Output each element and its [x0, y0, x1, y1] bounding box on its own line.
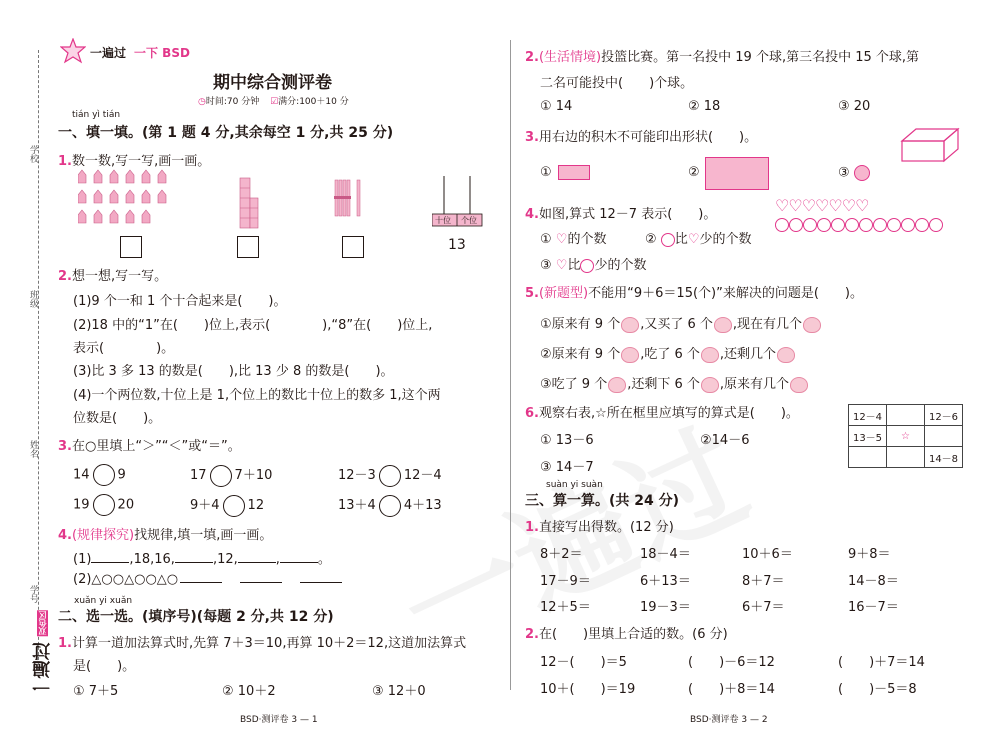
s2-q1-line: 1.计算一道加法算式时,先算 7＋3＝10,再算 10＋2＝12,这道加法算式	[58, 636, 467, 651]
q2-line: 2.想一想,写一写。	[58, 269, 168, 284]
pinyin-s2: xuǎn yi xuǎn	[74, 596, 133, 606]
smile-icon	[831, 218, 845, 232]
s2-q6-option-3[interactable]: ③ 14－7	[540, 460, 594, 475]
compare-1: 14 9	[73, 464, 126, 486]
s2-q1-option-1[interactable]: ① 7＋5	[73, 684, 119, 699]
smiles-row	[775, 217, 943, 232]
school-label: 学校	[28, 145, 38, 163]
footer-left: BSD·测评卷 3 — 1	[240, 715, 318, 725]
smile-icon	[915, 218, 929, 232]
s2-q3-line: 3.用右边的积木不可能印出形状( )。	[525, 130, 758, 145]
calc-item: 9＋8＝	[848, 547, 891, 562]
calc-item: 19－3＝	[640, 600, 691, 615]
logo-text: 一遍过	[90, 46, 127, 60]
grade-code: 一下 BSD	[134, 46, 190, 60]
s2-q5-option-3[interactable]: ③吃了 9 个 ,还剩下 6 个 ,原来有几个	[540, 373, 809, 393]
s2-q4-option-1[interactable]: ① ♡的个数	[540, 232, 607, 247]
q2-line-4: (3)比 3 多 13 的数是( ),比 13 少 8 的数是( )。	[73, 364, 394, 379]
calc-item: 14－8＝	[848, 574, 899, 589]
q2-line-2: (2)18 中的“1”在( )位上,表示( ),“8”在( )位上,	[73, 318, 433, 333]
calc-item: 12＋5＝	[540, 600, 591, 615]
s2-q1-option-3[interactable]: ③ 12＋0	[372, 684, 426, 699]
abacus-tens-label: 十位	[435, 216, 451, 225]
smile-icon	[873, 218, 887, 232]
compare-circle[interactable]	[379, 495, 401, 517]
clock-icon: ◷	[198, 97, 206, 107]
fill-item: ( )－6＝12	[688, 655, 775, 670]
calc-item: 6＋7＝	[742, 600, 785, 615]
s2-q6-option-2[interactable]: ②14－6	[700, 433, 750, 448]
section1-title: 一、填一填。(第 1 题 4 分,其余每空 1 分,共 25 分)	[58, 125, 394, 141]
pinyin-s3: suàn yi suàn	[546, 480, 603, 490]
q2-line-1: (1)9 个一和 1 个十合起来是( )。	[73, 294, 287, 309]
sticks-image	[333, 178, 363, 224]
compare-5: 9＋4 12	[190, 494, 264, 517]
calc-item: 6＋13＝	[640, 574, 691, 589]
compare-2: 17 7＋10	[190, 464, 272, 487]
large-rectangle-shape	[705, 157, 769, 190]
footer-right: BSD·测评卷 3 — 2	[690, 715, 768, 725]
q3-line: 3.在○里填上“＞”“＜”或“＝”。	[58, 439, 241, 454]
check-icon: ☑	[270, 97, 279, 107]
calc-item: 10＋6＝	[742, 547, 793, 562]
fill-item: ( )＋8＝14	[688, 682, 775, 697]
smile-icon	[789, 218, 803, 232]
s2-q2-line2: 二名可能投中( )个球。	[540, 76, 694, 91]
fill-item: 12－( )＝5	[540, 655, 627, 670]
compare-3: 12－3 12－4	[338, 464, 442, 487]
calc-item: 18－4＝	[640, 547, 691, 562]
calc-item: 17－9＝	[540, 574, 591, 589]
abacus-ones-label: 个位	[461, 216, 477, 225]
section3-title: 三、算一算。(共 24 分)	[525, 493, 680, 509]
calc-item: 8＋7＝	[742, 574, 785, 589]
s2-q6-option-1[interactable]: ① 13－6	[540, 433, 594, 448]
s2-q1-line2: 是( )。	[73, 659, 136, 674]
q2-line-6: 位数是( )。	[73, 411, 162, 426]
s2-q5-option-2[interactable]: ②原来有 9 个 ,吃了 6 个 ,还剩几个	[540, 343, 796, 363]
fill-item: ( )－5＝8	[838, 682, 917, 697]
s2-q5-option-1[interactable]: ①原来有 9 个 ,又买了 6 个 ,现在有几个	[540, 313, 822, 333]
section2-title: 二、选一选。(填序号)(每题 2 分,共 12 分)	[58, 609, 334, 625]
page-divider	[510, 40, 511, 690]
s3-q1-line: 1.直接写出得数。(12 分)	[525, 520, 674, 535]
pattern-row: (2)△○○△○○△○	[73, 572, 342, 587]
compare-6: 13＋4 4＋13	[338, 494, 442, 517]
q4-line: 4.(规律探究)找规律,填一填,画一画。	[58, 528, 273, 543]
heart-icon: ♡♡♡♡♡♡♡	[775, 196, 869, 215]
circle-shape	[854, 165, 870, 181]
compare-circle[interactable]	[223, 495, 245, 517]
sequence-row: (1) ,18,16, ,12, , 。	[73, 552, 331, 567]
compare-circle[interactable]	[93, 494, 115, 516]
smile-icon	[859, 218, 873, 232]
star-logo-icon	[60, 38, 86, 64]
class-label: 班级	[28, 290, 38, 308]
abacus-value: 13	[448, 237, 466, 253]
answer-box-2[interactable]	[237, 236, 259, 258]
pinyin-s1: tián yì tián	[72, 110, 121, 120]
smile-icon	[901, 218, 915, 232]
compare-circle[interactable]	[93, 464, 115, 486]
binding-line	[38, 50, 39, 670]
hearts-row	[775, 196, 868, 215]
s2-q6-line: 6.观察右表,☆所在框里应填写的算式是( )。	[525, 406, 799, 421]
smile-icon	[845, 218, 859, 232]
fill-item: ( )＋7＝14	[838, 655, 925, 670]
smile-icon	[887, 218, 901, 232]
s2-q2-line: 2.(生活情境)投篮比赛。第一名投中 19 个球,第三名投中 15 个球,第	[525, 50, 920, 65]
calc-item: 8＋2＝	[540, 547, 583, 562]
name-label: 姓名	[28, 440, 38, 458]
s3-q2-line: 2.在( )里填上合适的数。(6 分)	[525, 627, 728, 642]
s2-q5-line: 5.(新题型)不能用“9＋6＝15(个)”来解决的问题是( )。	[525, 286, 863, 301]
q2-line-3: 表示( )。	[73, 341, 175, 356]
compare-circle[interactable]	[210, 465, 232, 487]
calc-item: 16－7＝	[848, 600, 899, 615]
fill-item: 10＋( )＝19	[540, 682, 636, 697]
cubes-image	[238, 172, 260, 234]
q1-line: 1.数一数,写一写,画一画。	[58, 154, 211, 169]
rockets-image	[78, 168, 174, 232]
q2-line-5: (4)一个两位数,十位上是 1,个位上的数比十位上的数多 1,这个两	[73, 388, 441, 403]
page-title: 期中综合测评卷	[213, 73, 332, 93]
logo	[60, 38, 86, 68]
s2-q2-option-3[interactable]: ③ 20	[838, 99, 871, 114]
block-image	[900, 125, 962, 169]
s2-q2-option-1[interactable]: ① 14	[540, 99, 573, 114]
s2-q2-option-2[interactable]: ② 18	[688, 99, 721, 114]
smile-icon	[803, 218, 817, 232]
small-rectangle-shape	[558, 165, 590, 180]
s2-q4-option-3[interactable]: ③ ♡比 少的个数	[540, 258, 647, 273]
star-icon: ☆	[887, 426, 925, 447]
subtraction-table: 12－4 12－6 13－5 ☆ 14－8	[848, 404, 963, 468]
s2-q4-option-2[interactable]: ② 比♡少的个数	[645, 232, 752, 247]
s2-q4-line: 4.如图,算式 12－7 表示( )。	[525, 207, 717, 222]
answer-box-3[interactable]	[342, 236, 364, 258]
smile-icon	[817, 218, 831, 232]
smile-icon	[775, 218, 789, 232]
answer-box-1[interactable]	[120, 236, 142, 258]
time-info: ◷时间:70 分钟 ☑满分:100＋10 分	[198, 97, 349, 107]
side-brand: 一遍过 双色区	[32, 611, 53, 697]
s2-q3-option-3[interactable]: ③	[838, 165, 870, 181]
compare-circle[interactable]	[379, 465, 401, 487]
student-id-label: 学号	[28, 585, 38, 603]
s2-q3-option-2[interactable]: ②	[688, 165, 700, 180]
s2-q3-option-1[interactable]: ①	[540, 165, 590, 180]
smile-icon	[929, 218, 943, 232]
compare-4: 19 20	[73, 494, 134, 516]
s2-q1-option-2[interactable]: ② 10＋2	[222, 684, 276, 699]
